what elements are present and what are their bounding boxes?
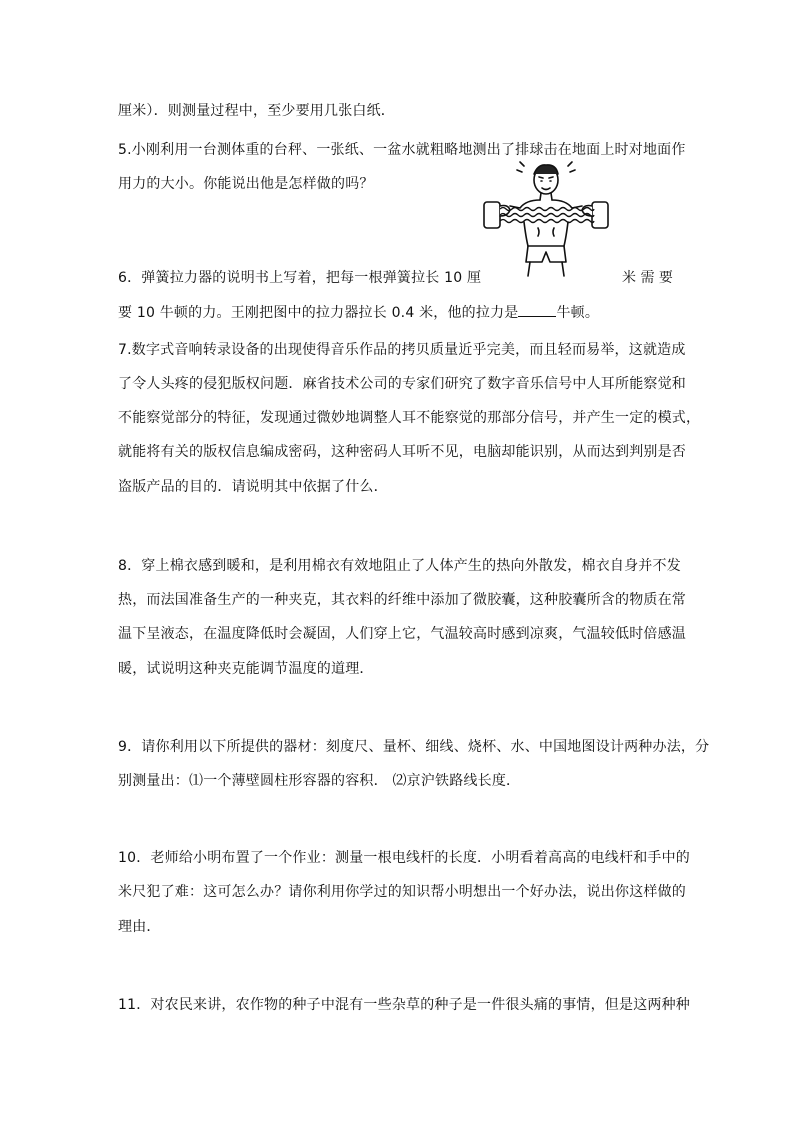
text-line-q7-5: 盗版产品的目的．请说明其中依据了什么． xyxy=(118,479,388,495)
text-line-q7-1: 7.数字式音响转录设备的出现使得音乐作品的拷贝质量近乎完美，而且轻而易举，这就造成 xyxy=(118,342,686,358)
text-line-q8-1: 8．穿上棉衣感到暖和，是利用棉衣有效地阻止了人体产生的热向外散发，棉衣自身并不发 xyxy=(118,558,681,574)
text-line-q4-end: 厘米）．则测量过程中，至少要用几张白纸． xyxy=(118,103,395,119)
text-line-q6-2 xyxy=(118,302,599,323)
text-line-q6-1: 6．弹簧拉力器的说明书上写着，把每一根弹簧拉长 10 厘 xyxy=(118,270,482,286)
text-line-q9-2: 别测量出：⑴一个薄壁圆柱形容器的容积． ⑵京沪铁路线长度． xyxy=(118,773,521,789)
man-stretching-spring-expander-icon xyxy=(480,160,612,278)
text-line-q8-4: 暖，试说明这种夹克能调节温度的道理． xyxy=(118,661,374,677)
text-line-q11-1: 11．对农民来讲，农作物的种子中混有一些杂草的种子是一件很头痛的事情，但是这两种种 xyxy=(118,997,691,1013)
text-line-q8-2: 热，而法国准备生产的一种夹克，其衣料的纤维中添加了微胶囊，这种胶囊所含的物质在常 xyxy=(118,592,686,608)
q6-text-before-blank: 要 10 牛顿的力。王刚把图中的拉力器拉长 0.4 米，他的拉力是 xyxy=(118,305,519,321)
text-line-q10-3: 理由． xyxy=(118,919,161,935)
q6-text-after-blank: 牛顿。 xyxy=(556,305,600,321)
text-line-q7-2: 了令人头疼的侵犯版权问题．麻省技术公司的专家们研究了数字音乐信号中人耳所能察觉和 xyxy=(118,376,686,392)
text-line-q5-2: 用力的大小。你能说出他是怎样做的吗？ xyxy=(118,176,374,192)
text-line-q10-2: 米尺犯了难：这可怎么办？请你利用你学过的知识帮小明想出一个好办法，说出你这样做的 xyxy=(118,884,686,900)
spring-expander-illustration xyxy=(480,160,612,278)
answer-blank xyxy=(518,302,556,317)
text-line-q7-3: 不能察觉部分的特征，发现通过微妙地调整人耳不能察觉的那部分信号，并产生一定的模式， xyxy=(118,410,701,426)
text-line-q10-1: 10．老师给小明布置了一个作业：测量一根电线杆的长度．小明看着高高的电线杆和手中的 xyxy=(118,850,691,866)
text-line-q8-3: 温下呈液态，在温度降低时会凝固，人们穿上它，气温较高时感到凉爽，气温较低时倍感温 xyxy=(118,626,686,642)
text-line-q9-1: 9．请你利用以下所提供的器材：刻度尺、量杯、细线、烧杯、水、中国地图设计两种办法，分 xyxy=(118,739,710,755)
text-line-q5-1: 5.小刚利用一台测体重的台秤、一张纸、一盆水就粗略地测出了排球击在地面上时对地面作 xyxy=(118,142,686,158)
text-line-q6-1-end: 米 需 要 xyxy=(622,270,673,286)
text-line-q7-4: 就能将有关的版权信息编成密码，这种密码人耳听不见，电脑却能识别，从而达到判别是否 xyxy=(118,444,686,460)
